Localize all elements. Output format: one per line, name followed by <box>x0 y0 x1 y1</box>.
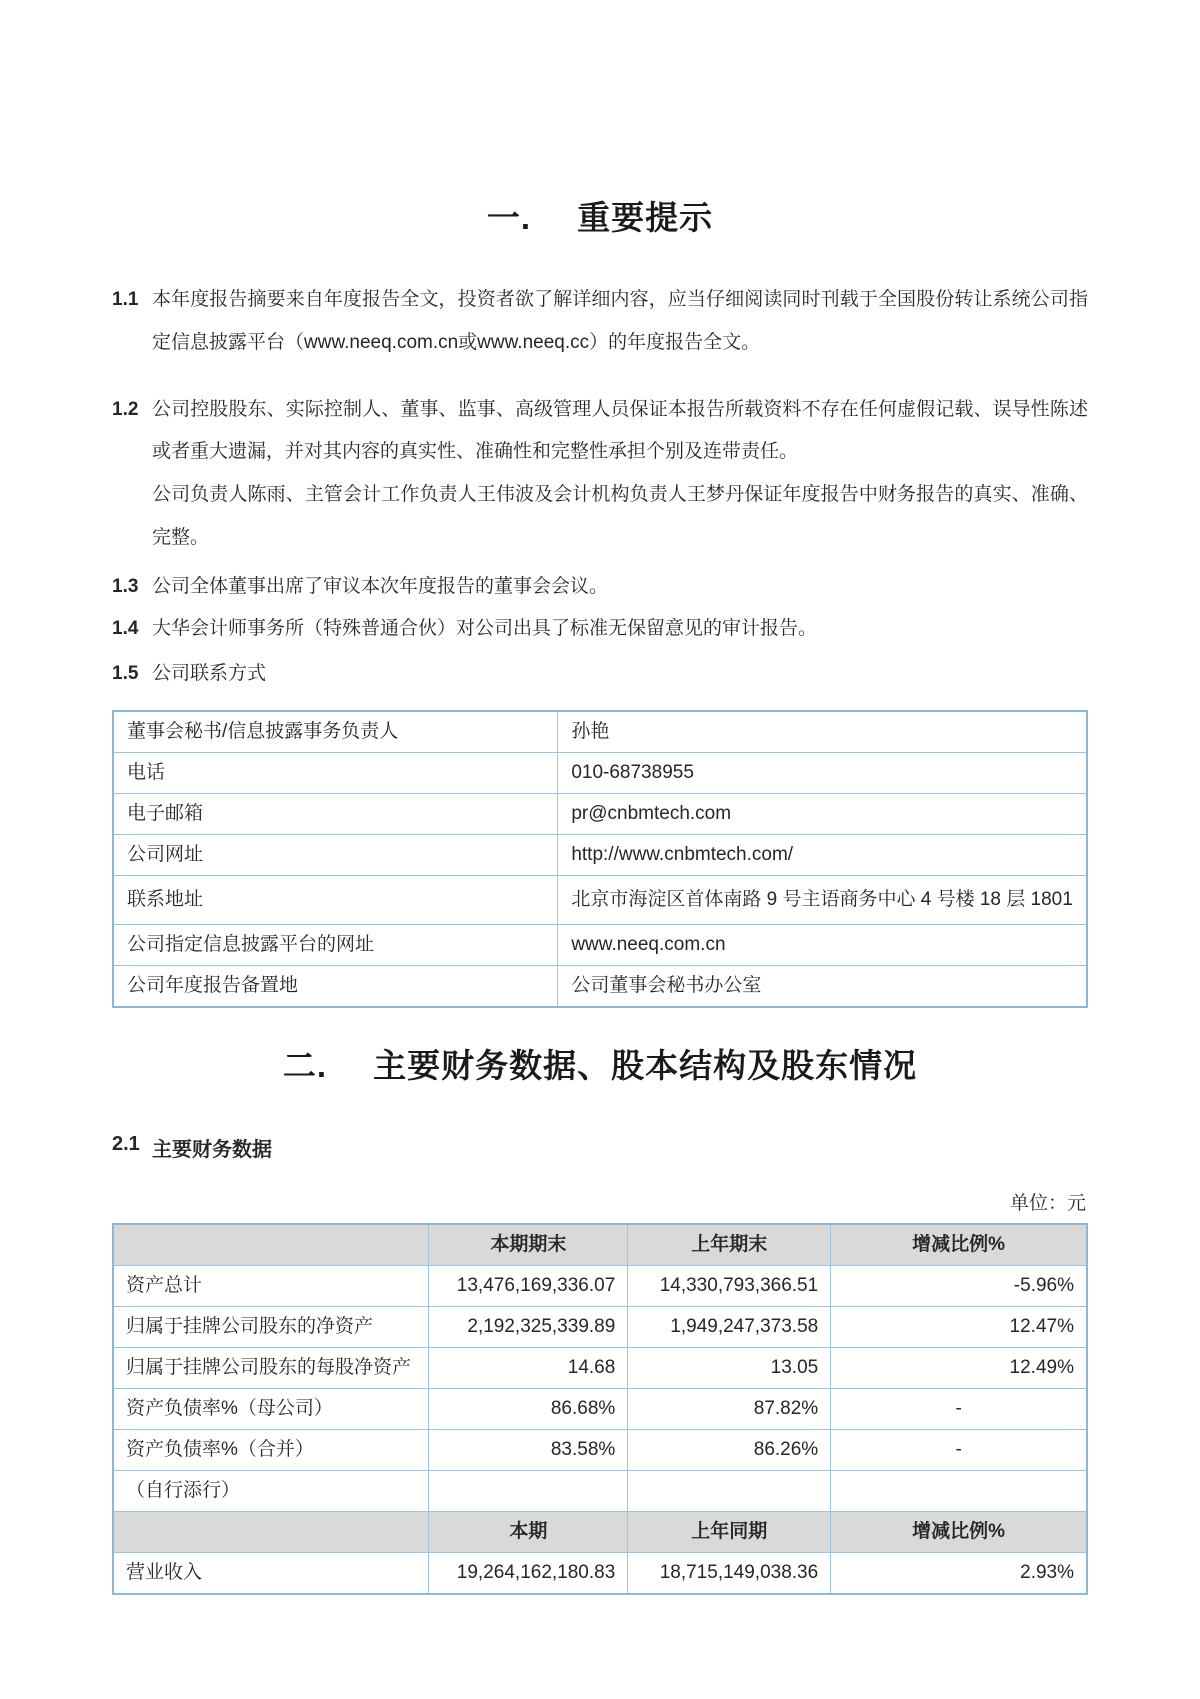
contact-value: 北京市海淀区首体南路 9 号主语商务中心 4 号楼 18 层 1801 <box>558 875 1087 924</box>
contact-label: 联系地址 <box>113 875 558 924</box>
finance-value-current: 86.68% <box>429 1388 628 1429</box>
contact-label: 电话 <box>113 752 558 793</box>
item-1-1 <box>112 279 1088 365</box>
finance-value-change: - <box>831 1388 1087 1429</box>
finance-value-current: 83.58% <box>429 1429 628 1470</box>
finance-value-prior: 1,949,247,373.58 <box>628 1306 831 1347</box>
item-1-5-number: 1.5 <box>112 663 139 684</box>
item-1-3-text: 公司全体董事出席了审议本次年度报告的董事会会议。 <box>152 575 609 597</box>
finance-value-change: 12.47% <box>831 1306 1087 1347</box>
finance-row-label: 资产负债率%（母公司） <box>113 1388 429 1429</box>
finance-header-current-period: 本期 <box>429 1511 628 1552</box>
finance-value-prior <box>628 1470 831 1511</box>
unit-label: 单位：元 <box>1009 1192 1086 1214</box>
contact-label: 公司网址 <box>113 834 558 875</box>
finance-table <box>112 1223 1088 1595</box>
subsection-2-1-number: 2.1 <box>112 1132 140 1155</box>
finance-value-current <box>429 1470 628 1511</box>
finance-value-prior: 18,715,149,038.36 <box>628 1552 831 1594</box>
section1-title: 重要提示 <box>577 199 714 236</box>
contact-label: 电子邮箱 <box>113 793 558 834</box>
finance-value-current: 14.68 <box>429 1347 628 1388</box>
item-1-3-number: 1.3 <box>112 575 139 597</box>
item-1-2-text <box>152 389 1088 560</box>
item-1-2-number: 1.2 <box>112 398 139 420</box>
finance-row-net-assets <box>113 1306 1087 1347</box>
item-1-5 <box>112 653 1088 696</box>
contact-row-website <box>113 834 1087 875</box>
finance-value-prior: 14,330,793,366.51 <box>628 1265 831 1306</box>
finance-value-current: 13,476,169,336.07 <box>429 1265 628 1306</box>
finance-header-change-ratio: 增减比例% <box>831 1511 1087 1552</box>
finance-row-label: 归属于挂牌公司股东的每股净资产 <box>113 1347 429 1388</box>
contact-label: 公司指定信息披露平台的网址 <box>113 924 558 965</box>
finance-header-prior-year-end: 上年期末 <box>628 1224 831 1266</box>
finance-value-change <box>831 1470 1087 1511</box>
item-1-4 <box>112 608 1088 651</box>
contact-row-address <box>113 875 1087 924</box>
contact-row-disclosure-site <box>113 924 1087 965</box>
report-page <box>112 0 1088 1595</box>
contact-value: www.neeq.com.cn <box>558 924 1087 965</box>
contact-value: 010-68738955 <box>558 752 1087 793</box>
finance-header-prior-period: 上年同期 <box>628 1511 831 1552</box>
finance-value-prior: 86.26% <box>628 1429 831 1470</box>
item-1-3 <box>112 566 1088 609</box>
section2-number: 二. <box>282 1046 328 1084</box>
finance-row-label: 营业收入 <box>113 1552 429 1594</box>
finance-row-label: （自行添行） <box>113 1470 429 1511</box>
finance-value-change: 2.93% <box>831 1552 1087 1594</box>
item-1-1-number: 1.1 <box>112 289 139 310</box>
finance-header-change-ratio: 增减比例% <box>831 1224 1087 1266</box>
contact-value: 公司董事会秘书办公室 <box>558 965 1087 1007</box>
item-1-4-number: 1.4 <box>112 618 139 640</box>
item-1-1-text: 本年度报告摘要来自年度报告全文，投资者欲了解详细内容，应当仔细阅读同时刊载于全国股份转让系统公司指定信息披露平台（www.neeq.com.cn或www.neeq.cc）的年度报告全文。 <box>152 289 1088 353</box>
finance-value-change: 12.49% <box>831 1347 1087 1388</box>
subsection-2-1-title: 主要财务数据 <box>152 1138 272 1161</box>
item-1-2 <box>112 389 1088 560</box>
finance-row-label: 归属于挂牌公司股东的净资产 <box>113 1306 429 1347</box>
contact-row-phone <box>113 752 1087 793</box>
contact-label: 公司年度报告备置地 <box>113 965 558 1007</box>
section1-number: 一. <box>486 199 532 236</box>
item-1-5-text: 公司联系方式 <box>152 663 267 684</box>
item-1-2-paragraph-1: 公司控股股东、实际控制人、董事、监事、高级管理人员保证本报告所载资料不存在任何虚假记载、误导性陈述或者重大遗漏，并对其内容的真实性、准确性和完整性承担个别及连带责任。 <box>152 398 1088 463</box>
finance-row-net-assets-per-share <box>113 1347 1087 1388</box>
finance-value-prior: 13.05 <box>628 1347 831 1388</box>
item-1-4-text: 大华会计师事务所（特殊普通合伙）对公司出具了标准无保留意见的审计报告。 <box>152 618 818 640</box>
finance-value-change: - <box>831 1429 1087 1470</box>
contact-row-email <box>113 793 1087 834</box>
finance-row-debt-ratio-parent <box>113 1388 1087 1429</box>
finance-row-debt-ratio-consolidated <box>113 1429 1087 1470</box>
finance-row-operating-revenue <box>113 1552 1087 1594</box>
contact-label: 董事会秘书/信息披露事务负责人 <box>113 711 558 753</box>
section1-heading <box>112 192 1088 239</box>
finance-row-total-assets <box>113 1265 1087 1306</box>
finance-header-row-period <box>113 1511 1087 1552</box>
section2-title: 主要财务数据、股本结构及股东情况 <box>373 1046 918 1084</box>
finance-value-current: 2,192,325,339.89 <box>429 1306 628 1347</box>
finance-header-blank <box>113 1511 429 1552</box>
contact-row-report-location <box>113 965 1087 1007</box>
finance-value-prior: 87.82% <box>628 1388 831 1429</box>
finance-row-placeholder <box>113 1470 1087 1511</box>
contact-value: http://www.cnbmtech.com/ <box>558 834 1087 875</box>
finance-header-current-period-end: 本期期末 <box>429 1224 628 1266</box>
contact-table <box>112 710 1088 1008</box>
finance-row-label: 资产总计 <box>113 1265 429 1306</box>
item-1-2-paragraph-2: 公司负责人陈雨、主管会计工作负责人王伟波及会计机构负责人王梦丹保证年度报告中财务报告的真实、准确、完整。 <box>152 484 1088 548</box>
contact-row-secretary <box>113 711 1087 753</box>
finance-header-blank <box>113 1224 429 1266</box>
finance-row-label: 资产负债率%（合并） <box>113 1429 429 1470</box>
contact-value: 孙艳 <box>558 711 1087 753</box>
finance-header-row-period-end <box>113 1224 1087 1266</box>
finance-value-current: 19,264,162,180.83 <box>429 1552 628 1594</box>
finance-value-change: -5.96% <box>831 1265 1087 1306</box>
subsection-2-1-heading <box>112 1133 1088 1162</box>
section2-heading <box>112 1040 1088 1087</box>
contact-value: pr@cnbmtech.com <box>558 793 1087 834</box>
